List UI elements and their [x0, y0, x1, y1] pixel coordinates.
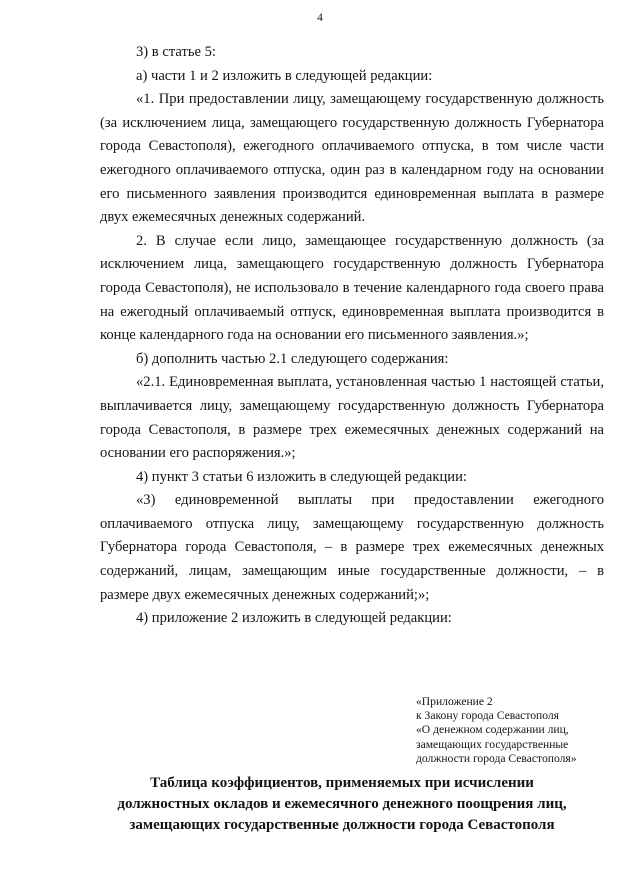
appendix-line: к Закону города Севастополя: [416, 709, 560, 723]
table-title: [90, 773, 594, 836]
paragraph-appendix-intro: 4) приложение 2 изложить в следующей редакции:: [136, 610, 452, 627]
paragraph-item-a: а) части 1 и 2 изложить в следующей редакции:: [136, 67, 433, 84]
appendix-line: должности города Севастополя»: [416, 751, 577, 765]
paragraph-article5-intro: 3) в статье 5:: [136, 44, 216, 60]
table-title-line: Таблица коэффициентов, применяемых при исчислении: [150, 775, 534, 791]
law-text: [100, 41, 604, 631]
table-title-line: должностных окладов и ежемесячного денежного поощрения лиц,: [117, 796, 567, 812]
table-title-line: замещающих государственные должности города Севастополя: [129, 817, 555, 833]
appendix-line: «Приложение 2: [416, 695, 493, 708]
paragraph-point3: «3) единовременной выплаты при предоставлении ежегодного оплачиваемого отпуска лицу, замещающему государственную должность Губернатора города Севастополя, – в размере трех ежемесячных денежных содержаний, лицам, замещающим иные государственные должности, – в размере двух ежемесячных денежных содержаний;»;: [100, 492, 604, 603]
appendix-line: замещающих государственные: [416, 737, 569, 751]
paragraph-part1: «1. При предоставлении лицу, замещающему государственную должность (за исключением лица, замещающего государственную должность Губернатора города Севастополя), ежегодного оплачиваемого отпуска, в том числе части ежегодного оплачиваемого отпуска, один раз в календарном году на основании его письменного заявления производится единовременная выплата в размере двух ежемесячных денежных содержаний.: [100, 91, 604, 226]
appendix-line: «О денежном содержании лиц,: [416, 723, 569, 737]
paragraph-item-b: б) дополнить частью 2.1 следующего содержания:: [136, 350, 449, 367]
paragraph-part2-1: «2.1. Единовременная выплата, установленная частью 1 настоящей статьи, выплачивается лицу, замещающему государственную должность Губернатора города Севастополя, в размере трех ежемесячных денежных содержаний на основании его распоряжения.»;: [100, 374, 604, 462]
paragraph-article6-intro: 4) пункт 3 статьи 6 изложить в следующей редакции:: [136, 468, 467, 485]
paragraph-part2: 2. В случае если лицо, замещающее государственную должность (за исключением лица, замещающего государственную должность Губернатора города Севастополя), не использовало в течение календарного года своего права на ежегодный оплачиваемый отпуск, единовременная выплата производится в конце календарного года на основании его письменного заявления.»;: [100, 232, 604, 344]
page-number: 4: [317, 12, 323, 24]
appendix-note: [416, 695, 626, 766]
